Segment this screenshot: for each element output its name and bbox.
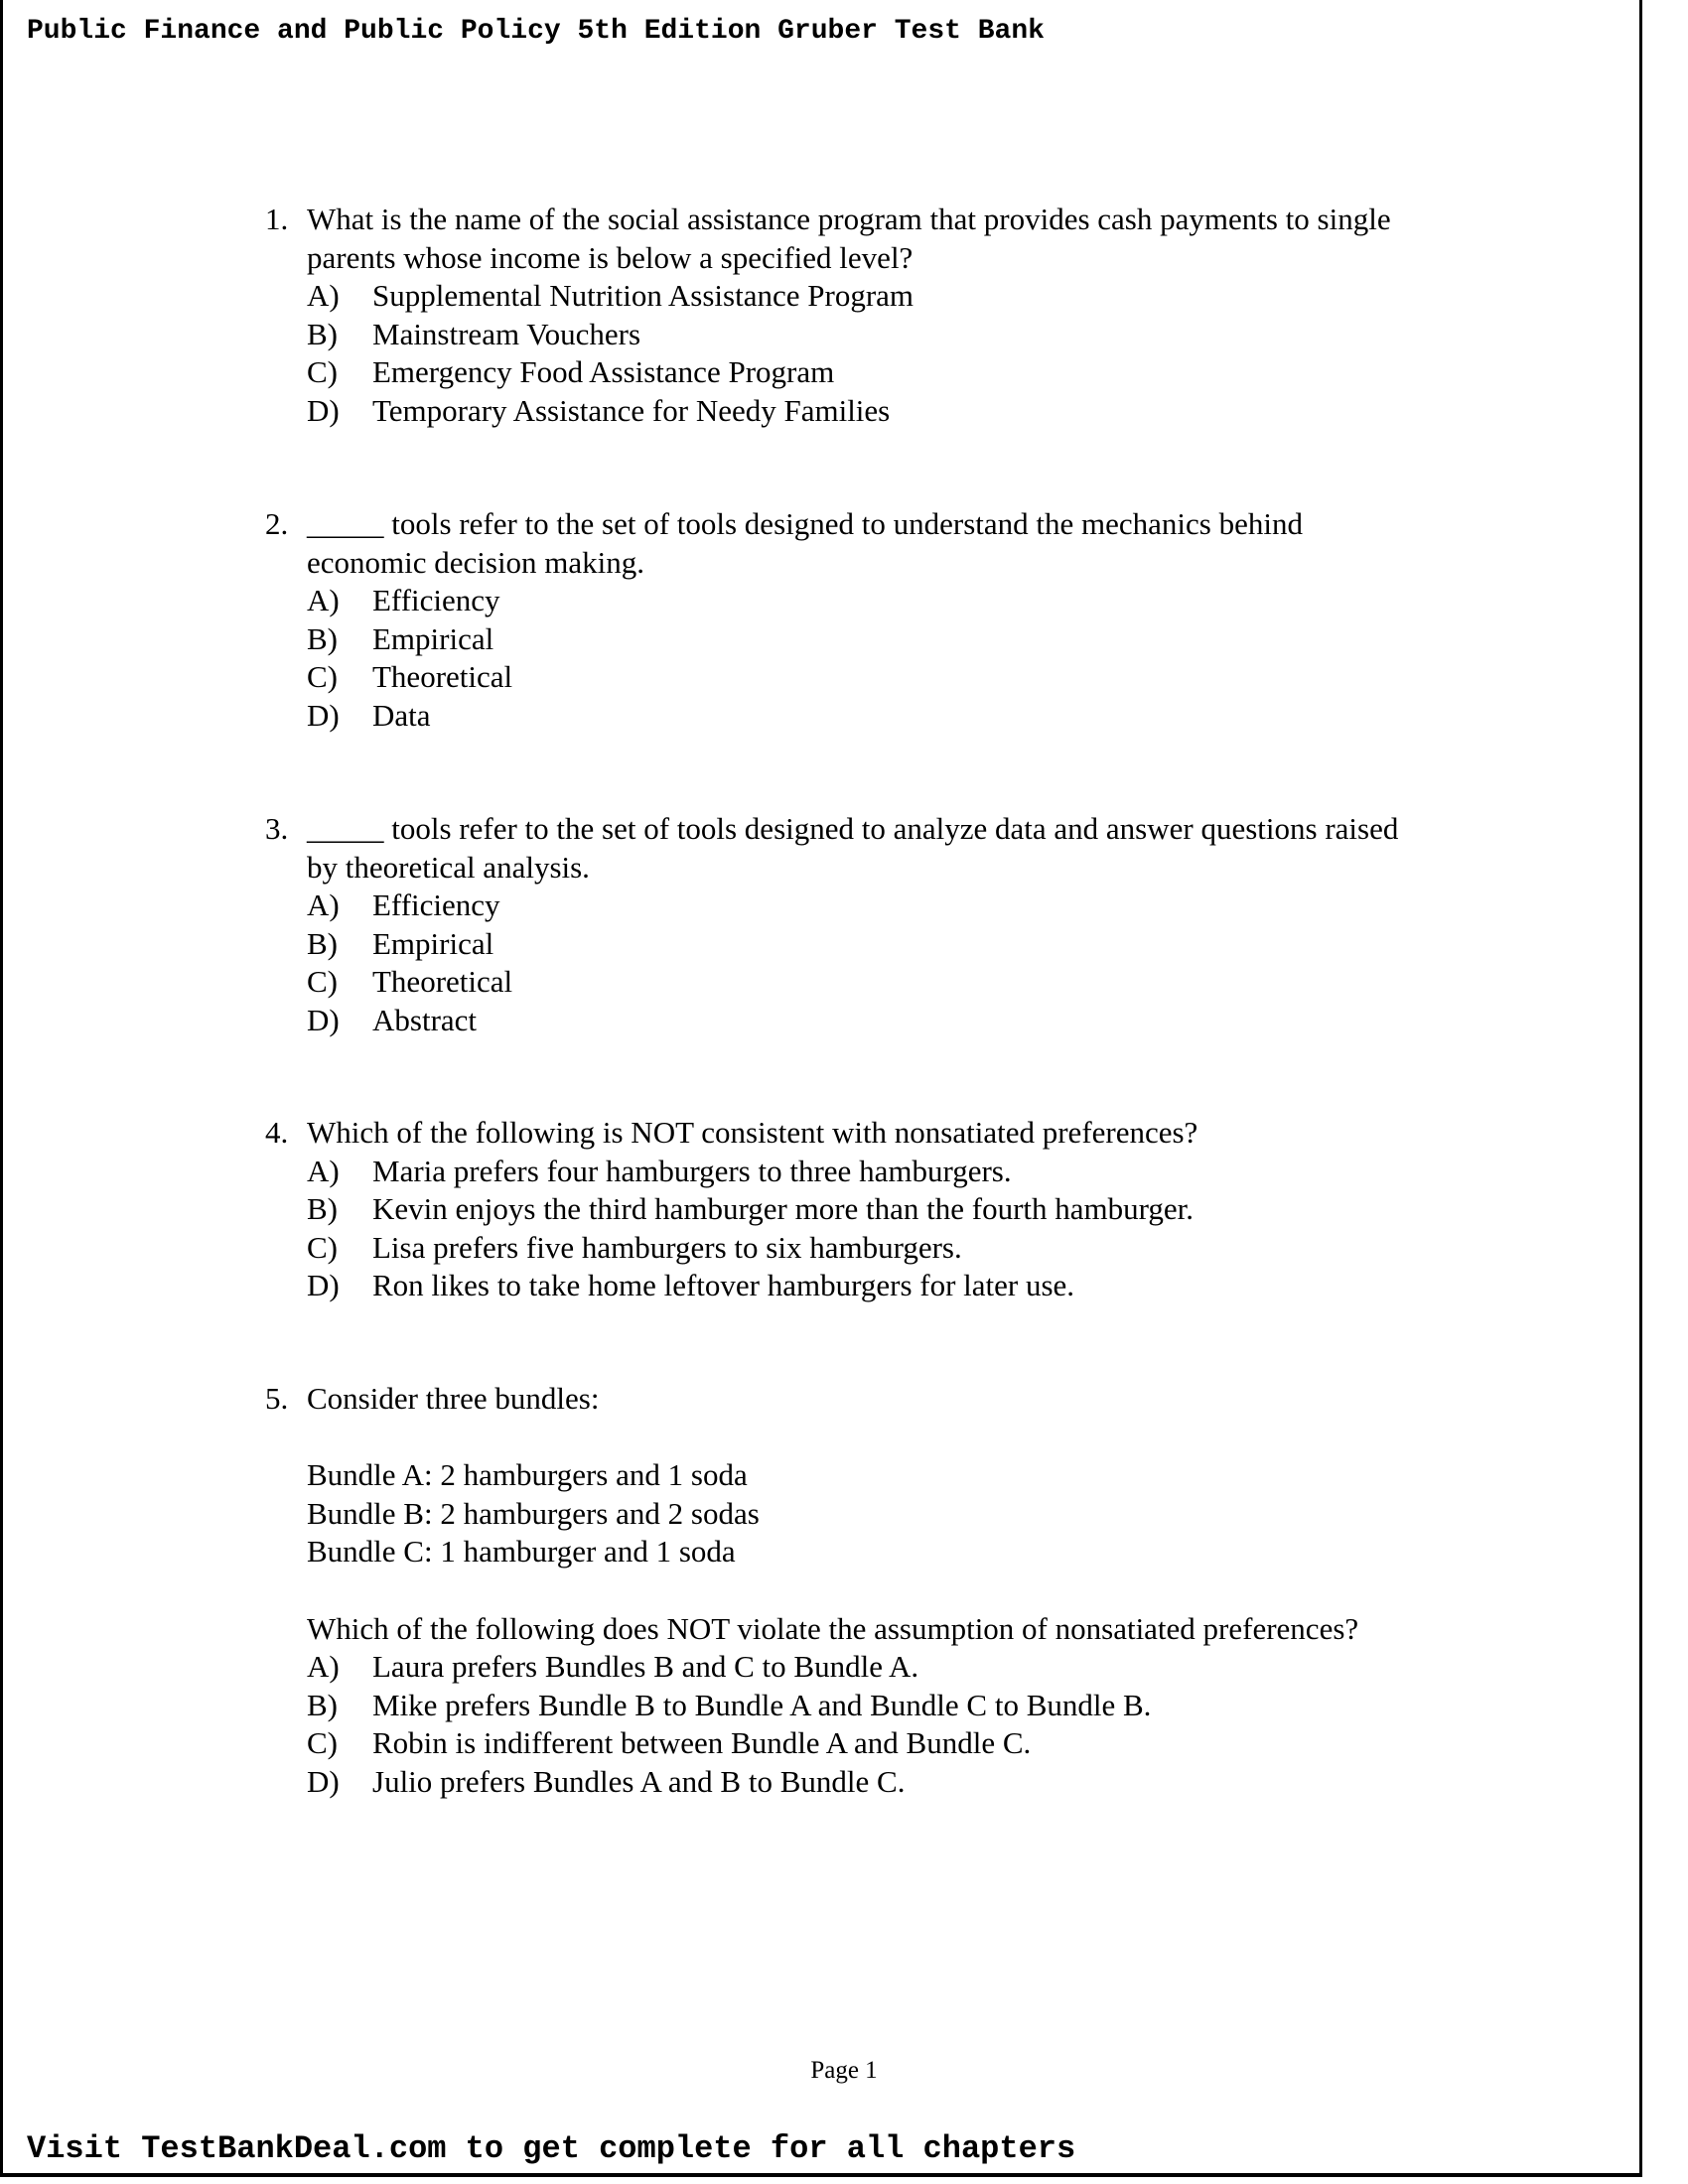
- footer-promo: Visit TestBankDeal.com to get complete for all chapters: [27, 2130, 1076, 2167]
- option-letter: A): [307, 1153, 340, 1188]
- bundle-b: Bundle B: 2 hamburgers and 2 sodas: [307, 1495, 760, 1531]
- option-a: [265, 277, 1506, 316]
- option-a: [265, 582, 1506, 620]
- option-d: [265, 697, 1506, 736]
- option-text: Empirical: [372, 620, 494, 656]
- option-letter: B): [307, 620, 338, 656]
- option-letter: C): [307, 659, 338, 695]
- option-text: Mainstream Vouchers: [372, 316, 641, 351]
- option-letter: D): [307, 1763, 340, 1799]
- question-text: Which of the following is NOT consistent with nonsatiated preferences?: [307, 1115, 1198, 1150]
- question-text: Consider three bundles:: [307, 1381, 600, 1416]
- option-letter: A): [307, 583, 340, 618]
- question-text: by theoretical analysis.: [307, 849, 590, 885]
- question-number: 3.: [265, 811, 289, 846]
- option-text: Mike prefers Bundle B to Bundle A and Bundle C to Bundle B.: [372, 1687, 1152, 1722]
- option-text: Data: [372, 697, 431, 733]
- option-letter: D): [307, 1268, 340, 1303]
- option-b: [265, 1687, 1506, 1725]
- option-b: [265, 925, 1506, 964]
- option-letter: D): [307, 1002, 340, 1037]
- option-letter: B): [307, 316, 338, 351]
- option-c: [265, 963, 1506, 1002]
- option-letter: B): [307, 925, 338, 961]
- option-letter: B): [307, 1191, 338, 1227]
- option-letter: C): [307, 964, 338, 1000]
- option-c: [265, 353, 1506, 392]
- question-2: [265, 505, 1506, 736]
- option-letter: B): [307, 1687, 338, 1722]
- option-b: [265, 620, 1506, 659]
- option-d: [265, 1002, 1506, 1040]
- option-d: [265, 1763, 1506, 1802]
- option-text: Theoretical: [372, 964, 513, 1000]
- option-letter: D): [307, 697, 340, 733]
- question-number: 1.: [265, 202, 289, 236]
- option-text: Efficiency: [372, 887, 500, 923]
- option-text: Laura prefers Bundles B and C to Bundle A.: [372, 1649, 919, 1685]
- option-text: Maria prefers four hamburgers to three hamburgers.: [372, 1153, 1012, 1188]
- option-letter: A): [307, 1649, 340, 1685]
- option-a: [265, 1153, 1506, 1191]
- option-text: Emergency Food Assistance Program: [372, 354, 835, 390]
- question-text: _____ tools refer to the set of tools designed to analyze data and answer questions raised: [307, 811, 1399, 846]
- option-c: [265, 1229, 1506, 1268]
- option-text: Efficiency: [372, 583, 500, 618]
- bundle-c: Bundle C: 1 hamburger and 1 soda: [307, 1534, 736, 1570]
- option-text: Empirical: [372, 925, 494, 961]
- option-text: Theoretical: [372, 659, 513, 695]
- question-3: [265, 810, 1506, 1040]
- option-text: Abstract: [372, 1002, 478, 1037]
- option-d: [265, 392, 1506, 431]
- question-number: 4.: [265, 1115, 289, 1150]
- option-letter: C): [307, 1229, 338, 1265]
- option-text: Julio prefers Bundles A and B to Bundle C.: [372, 1763, 906, 1799]
- question-text: What is the name of the social assistance program that provides cash payments to single: [307, 202, 1391, 236]
- option-letter: D): [307, 392, 340, 428]
- option-letter: A): [307, 887, 340, 923]
- question-1: [265, 201, 1506, 431]
- option-b: [265, 316, 1506, 354]
- option-a: [265, 1648, 1506, 1687]
- option-text: Kevin enjoys the third hamburger more than the fourth hamburger.: [372, 1191, 1195, 1227]
- option-text: Supplemental Nutrition Assistance Program: [372, 278, 914, 314]
- option-a: [265, 887, 1506, 925]
- question-number: 5.: [265, 1381, 289, 1416]
- option-text: Lisa prefers five hamburgers to six hamburgers.: [372, 1229, 962, 1265]
- question-5: [265, 1380, 1506, 1802]
- option-text: Temporary Assistance for Needy Families: [372, 392, 891, 428]
- document-header: Public Finance and Public Policy 5th Edition Gruber Test Bank: [27, 16, 1045, 47]
- question-text: _____ tools refer to the set of tools designed to understand the mechanics behind: [307, 506, 1303, 541]
- page-number: Page 1: [810, 2057, 878, 2084]
- option-text: Ron likes to take home leftover hamburgers for later use.: [372, 1268, 1075, 1303]
- option-letter: C): [307, 354, 338, 390]
- bundle-a: Bundle A: 2 hamburgers and 1 soda: [307, 1457, 748, 1493]
- question-prompt: Which of the following does NOT violate the assumption of nonsatiated preferences?: [307, 1610, 1359, 1646]
- option-text: Robin is indifferent between Bundle A and Bundle C.: [372, 1725, 1032, 1761]
- option-c: [265, 658, 1506, 697]
- option-c: [265, 1724, 1506, 1763]
- option-d: [265, 1267, 1506, 1305]
- option-letter: A): [307, 278, 340, 314]
- question-number: 2.: [265, 506, 289, 541]
- option-letter: C): [307, 1725, 338, 1761]
- question-text: economic decision making.: [307, 544, 645, 580]
- question-text: parents whose income is below a specified level?: [307, 239, 914, 275]
- question-4: [265, 1114, 1506, 1305]
- option-b: [265, 1190, 1506, 1229]
